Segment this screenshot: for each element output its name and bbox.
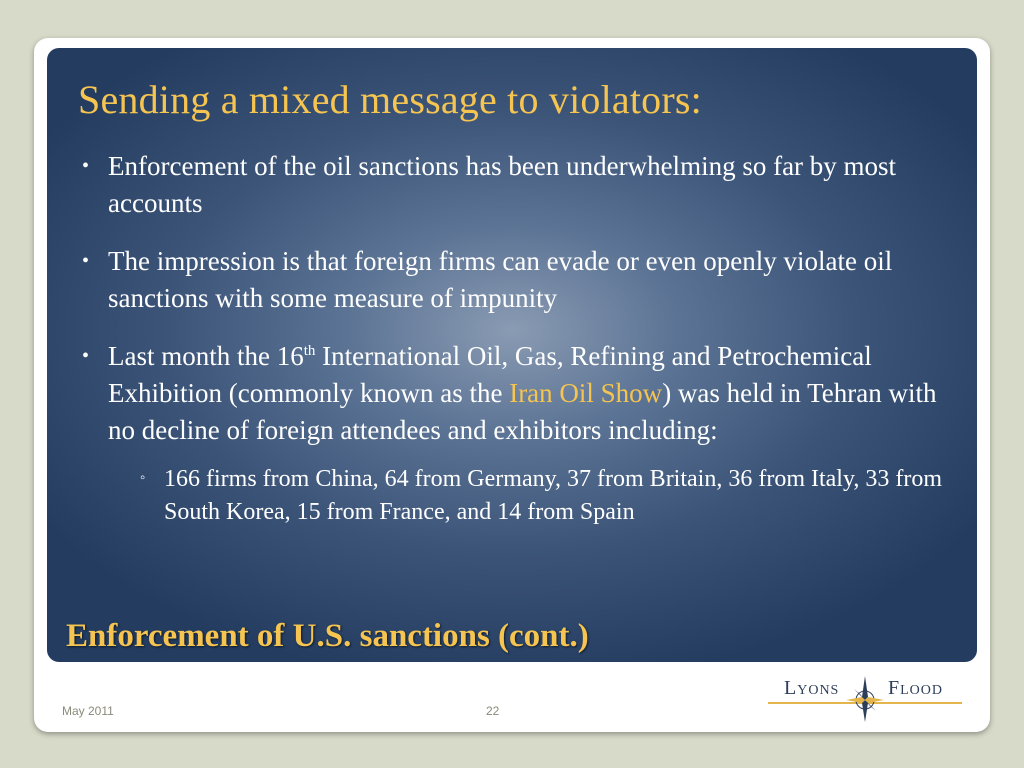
- sub-bullet-item: [138, 463, 962, 529]
- bullet-item: [82, 338, 962, 529]
- bullet-text: Enforcement of the oil sanctions has been underwhelming so far by most accounts: [108, 151, 897, 218]
- sub-bullet-circle-icon: ◦: [140, 470, 146, 486]
- bullet-item: [82, 243, 962, 317]
- sub-bullet-text: 166 firms from China, 64 from Germany, 37 from Britain, 36 from Italy, 33 from South Korea, 15 from France, and 14 from Spain: [164, 466, 943, 525]
- bullet-dot-icon: •: [82, 250, 90, 272]
- section-title: Enforcement of U.S. sanctions (cont.): [66, 618, 589, 654]
- bullet-text-part: ) was held in Tehran with no decline of foreign attendees and exhibitors including:: [108, 378, 937, 445]
- footer-date: May 2011: [62, 704, 114, 718]
- ordinal-superscript: th: [303, 343, 316, 359]
- logo-word-right: Flood: [888, 677, 944, 699]
- company-logo: [768, 674, 962, 722]
- compass-star-icon: [844, 674, 886, 722]
- iran-oil-show-highlight: Iran Oil Show: [509, 378, 663, 408]
- slide-title: Sending a mixed message to violators:: [78, 77, 702, 122]
- bullet-dot-icon: •: [82, 155, 90, 177]
- bullet-list: [82, 148, 962, 550]
- bullet-item: [82, 148, 962, 222]
- slide-number: 22: [486, 704, 500, 718]
- bullet-text-part: Last month the 16: [108, 341, 304, 371]
- bullet-text-part: International Oil, Gas, Refining and Petrochemical Exhibition (commonly known as the: [108, 341, 872, 408]
- logo-word-left: Lyons: [784, 677, 840, 699]
- bullet-dot-icon: •: [82, 345, 90, 367]
- bullet-text: The impression is that foreign firms can evade or even openly violate oil sanctions with some measure of impunity: [108, 246, 893, 313]
